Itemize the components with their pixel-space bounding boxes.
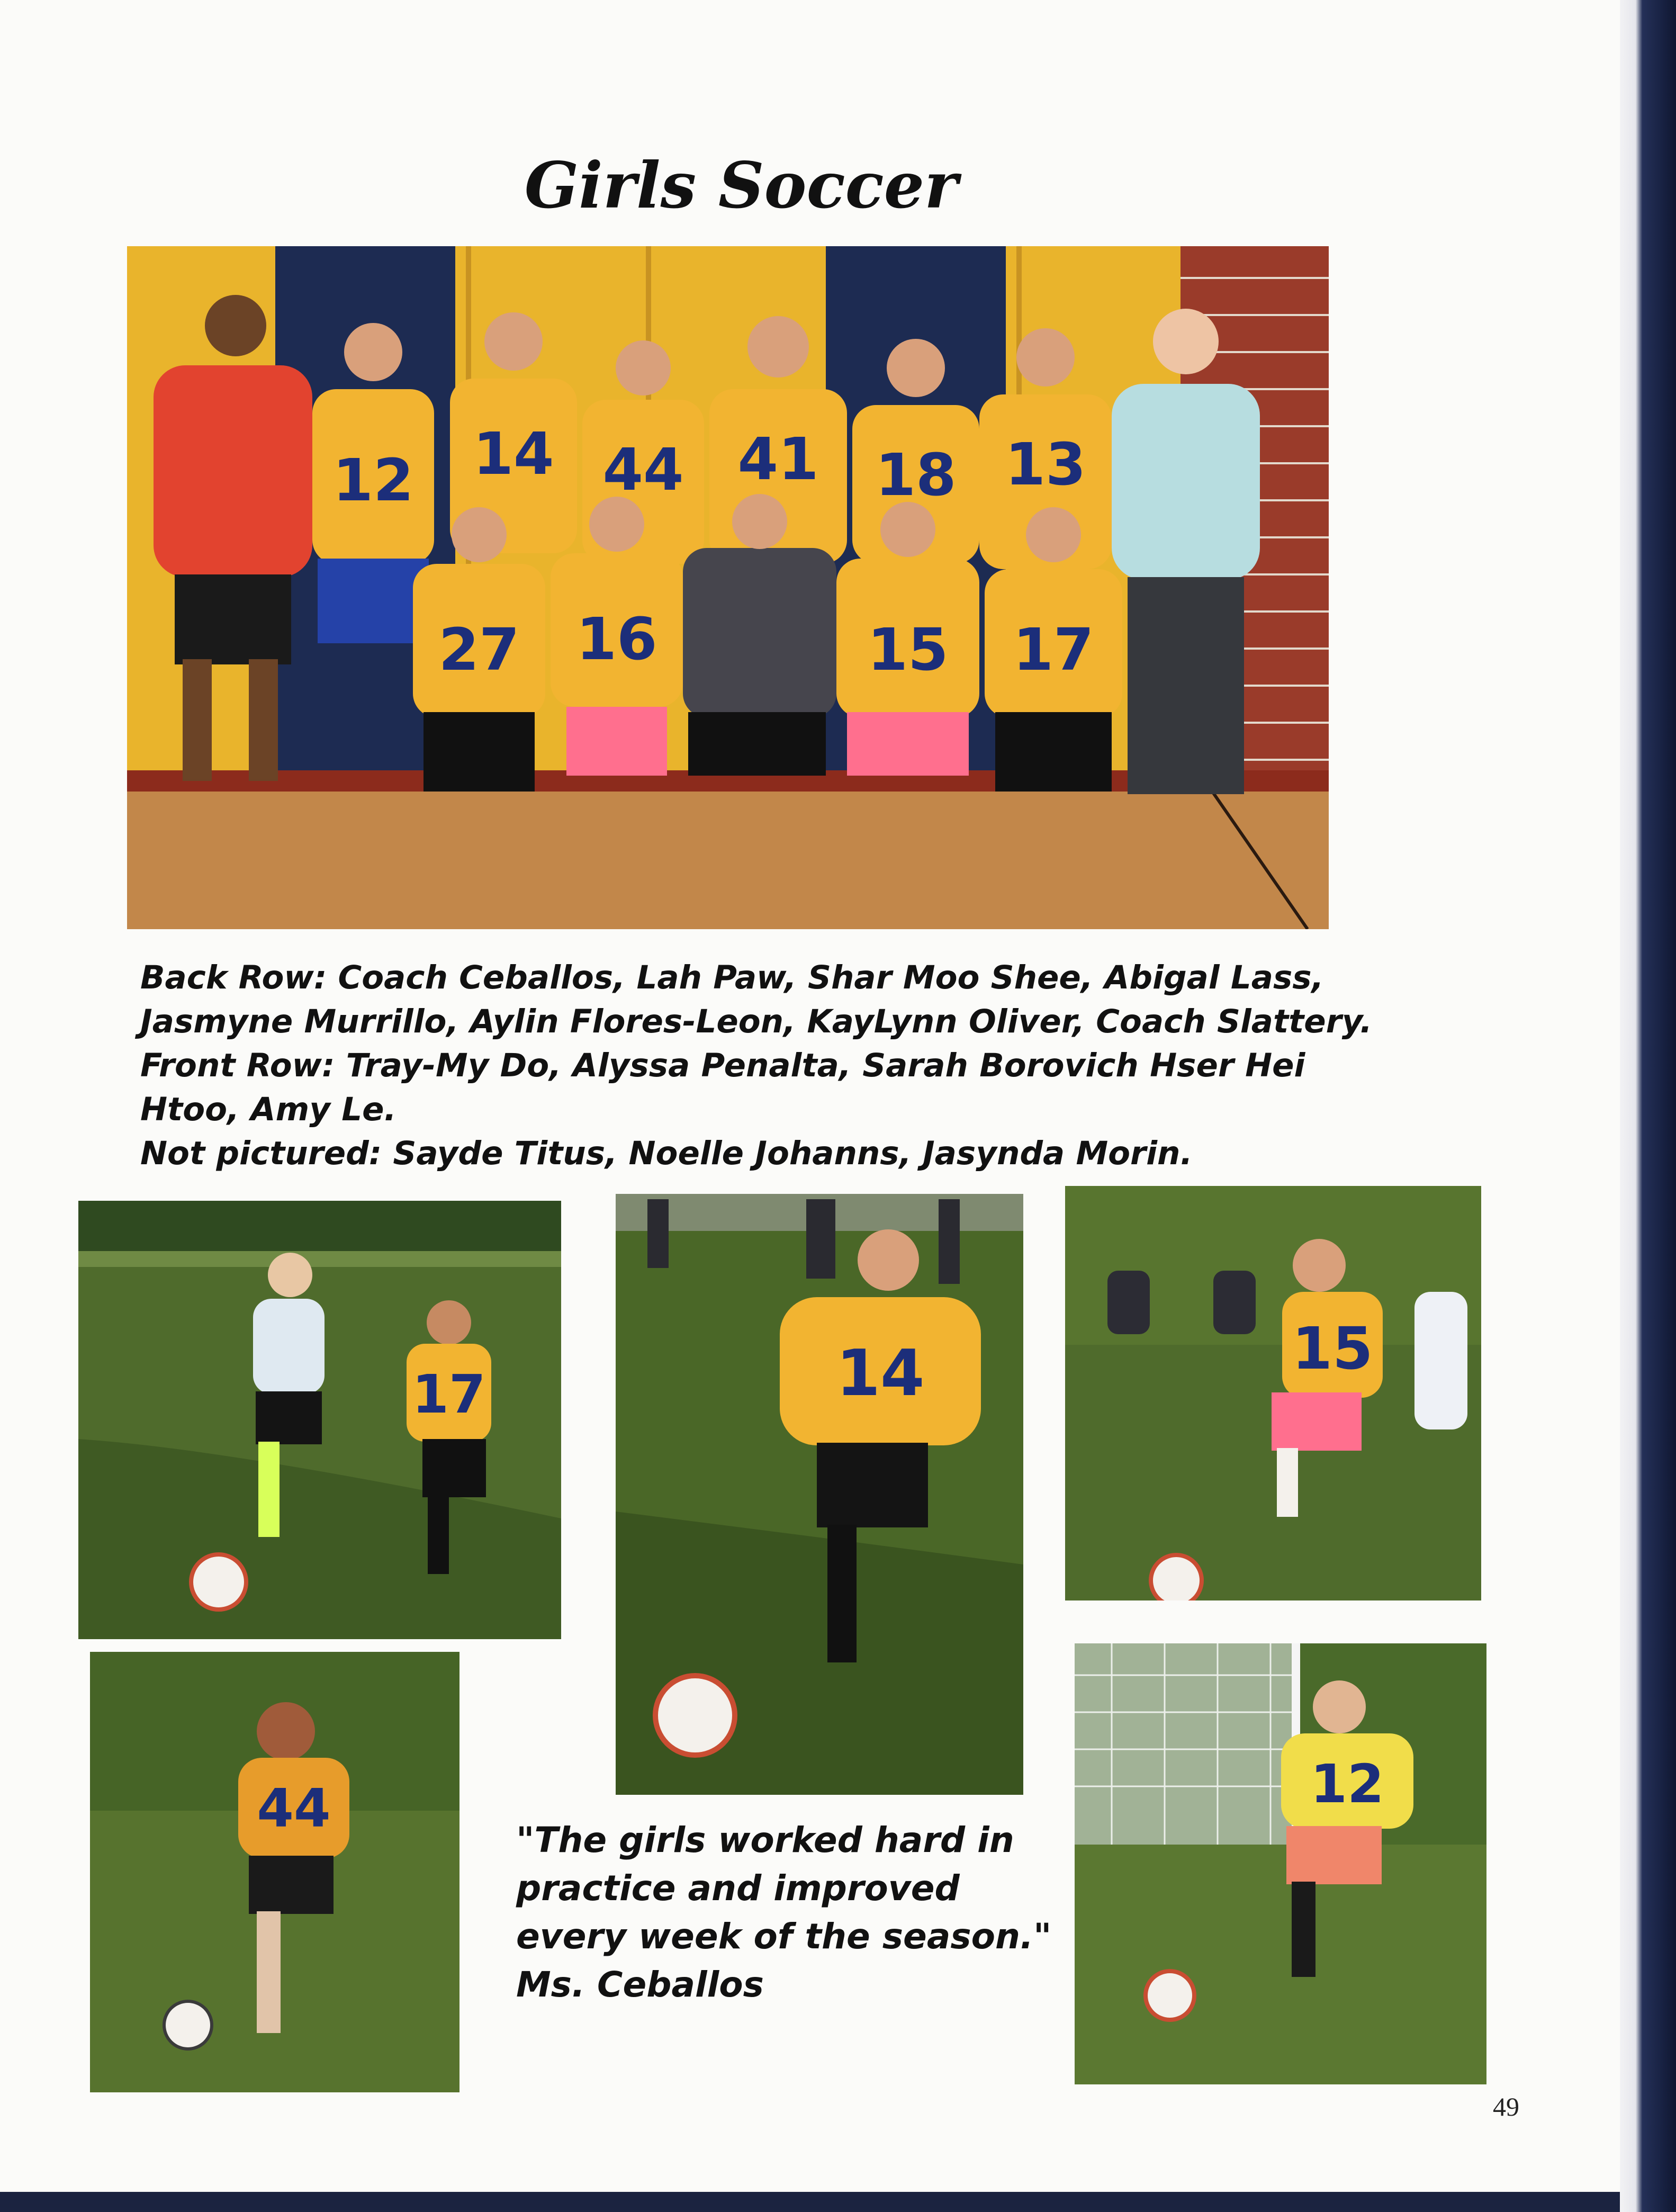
- jersey-number: 16: [576, 605, 657, 673]
- jersey-number: 15: [867, 616, 949, 684]
- page-bottom-edge: [0, 2192, 1620, 2212]
- action-photo-1: [78, 1201, 561, 1639]
- page-title: Girls Soccer: [524, 148, 958, 223]
- caption-back-row: Back Row: Coach Ceballos, Lah Paw, Shar Moo Shee, Abigal Lass, Jasmyne Murrillo, Aylin Flores-Leon, KayLynn Oliver, Coach Slattery.: [140, 959, 1373, 1040]
- jersey-number: 14: [473, 420, 554, 488]
- action-photo-5: [1075, 1643, 1486, 2084]
- page-number: 49: [1493, 2092, 1519, 2121]
- team-photo: [127, 246, 1329, 929]
- jersey-number: 44: [602, 436, 684, 503]
- jersey-number: 17: [412, 1363, 486, 1425]
- jersey-number: 12: [1310, 1753, 1384, 1815]
- action-photo-3: [1065, 1186, 1481, 1600]
- jersey-number: 13: [1005, 430, 1086, 498]
- quote-text: "The girls worked hard in practice and improved every week of the season.": [516, 1820, 1052, 1957]
- jersey-number: 18: [875, 441, 957, 509]
- action-photo-4: [90, 1652, 459, 2092]
- caption-front-row: Front Row: Tray-My Do, Alyssa Penalta, Sarah Borovich Hser Hei Htoo, Amy Le.: [140, 1047, 1305, 1128]
- jersey-number: 14: [836, 1337, 925, 1410]
- action-photo-2: [616, 1194, 1023, 1795]
- caption-not-pictured: Not pictured: Sayde Titus, Noelle Johanns, Jasynda Morin.: [140, 1135, 1193, 1172]
- jersey-number: 44: [257, 1777, 331, 1839]
- jersey-number: 41: [737, 425, 819, 493]
- jersey-number: 12: [332, 446, 414, 514]
- book-spine: [1620, 0, 1676, 2212]
- jersey-number: 17: [1013, 616, 1094, 684]
- jersey-number: 15: [1292, 1315, 1373, 1382]
- team-roster-caption: [140, 956, 1390, 1175]
- quote-attribution: Ms. Ceballos: [516, 1964, 764, 2005]
- coach-quote: [516, 1816, 1067, 2009]
- jersey-number: 27: [438, 616, 520, 684]
